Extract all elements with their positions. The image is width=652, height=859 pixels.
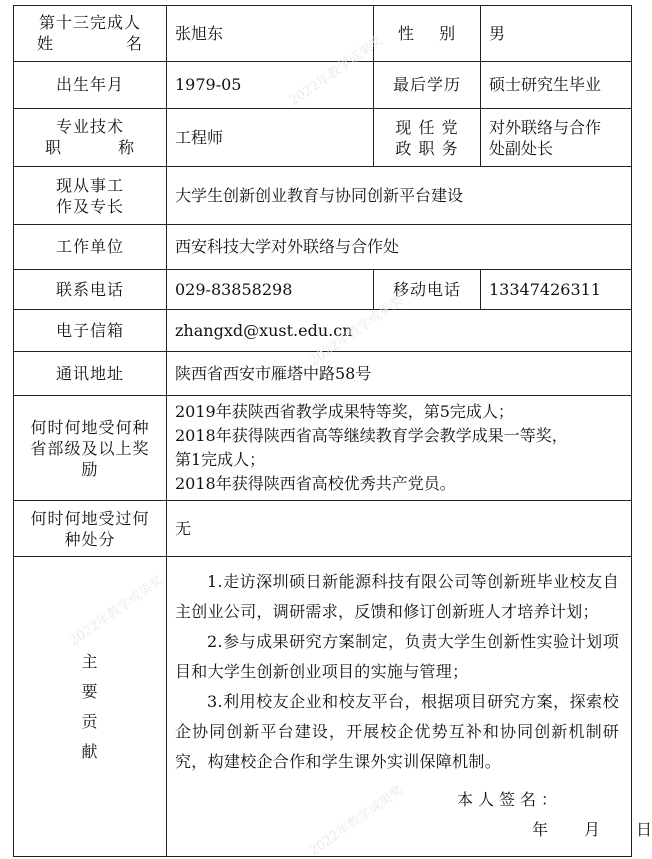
discipline-row bbox=[14, 501, 632, 557]
award-line: 第1完成人； bbox=[175, 450, 266, 469]
discipline-label-line1: 何时何地受过何 bbox=[30, 508, 150, 528]
gender-value: 男 bbox=[481, 6, 632, 62]
name-value: 张旭东 bbox=[167, 6, 374, 62]
date-day: 日 bbox=[635, 820, 652, 839]
personal-info-table bbox=[13, 5, 652, 857]
award-line: 2019年获陕西省教学成果特等奖，第5完成人； bbox=[175, 402, 514, 421]
title-label-cell bbox=[14, 109, 167, 167]
birth-row bbox=[14, 62, 632, 109]
address-value: 陕西省西安市雁塔中路58号 bbox=[167, 352, 632, 396]
specialty-label-line2: 作及专长 bbox=[55, 196, 124, 216]
contribution-label: 主 要 贡 献 bbox=[81, 651, 99, 761]
title-label-line2: 职 称 bbox=[45, 138, 135, 157]
specialty-label-cell bbox=[14, 167, 167, 225]
watermark: 2022年教学成果奖 bbox=[286, 33, 387, 110]
mobile-value: 13347426311 bbox=[481, 270, 632, 310]
address-label: 通讯地址 bbox=[14, 352, 167, 396]
gender-label: 性 别 bbox=[374, 6, 481, 62]
workplace-row bbox=[14, 225, 632, 270]
workplace-label: 工作单位 bbox=[14, 225, 167, 270]
specialty-label-line1: 现从事工 bbox=[55, 175, 124, 195]
awards-label-line1: 何时何地受何种 bbox=[30, 417, 150, 437]
contribution-paragraph: 2.参与成果研究方案制定，负责大学生创新性实验计划项目和大学生创新创业项目的实施与管理； bbox=[175, 632, 619, 681]
date-year: 年 bbox=[532, 820, 549, 839]
email-row bbox=[14, 310, 632, 352]
education-value: 硕士研究生毕业 bbox=[481, 62, 632, 109]
discipline-value: 无 bbox=[167, 501, 632, 557]
post-value-cell bbox=[481, 109, 632, 167]
discipline-label-cell bbox=[14, 501, 167, 557]
date-month: 月 bbox=[583, 820, 600, 839]
mobile-label: 移动电话 bbox=[374, 270, 481, 310]
name-label: 姓 名 bbox=[37, 34, 143, 53]
address-row bbox=[14, 352, 632, 396]
phone-value: 029-83858298 bbox=[167, 270, 374, 310]
completer-rank-label: 第十三完成人 bbox=[38, 13, 141, 32]
awards-label-line3: 励 bbox=[81, 459, 99, 479]
specialty-row bbox=[14, 167, 632, 225]
awards-label-cell bbox=[14, 396, 167, 501]
post-label-line2: 政 职 务 bbox=[395, 138, 459, 158]
post-value-line1: 对外联络与合作 bbox=[489, 117, 602, 137]
watermark: 2022年教学成果奖 bbox=[306, 293, 407, 370]
birth-value: 1979-05 bbox=[167, 62, 374, 109]
phone-label: 联系电话 bbox=[14, 270, 167, 310]
workplace-value: 西安科技大学对外联络与合作处 bbox=[167, 225, 632, 270]
award-line: 2018年获得陕西省高校优秀共产党员。 bbox=[175, 474, 456, 493]
awards-label-line2: 省部级及以上奖 bbox=[30, 438, 150, 458]
title-value: 工程师 bbox=[167, 109, 374, 167]
specialty-value: 大学生创新创业教育与协同创新平台建设 bbox=[167, 167, 632, 225]
birth-label: 出生年月 bbox=[14, 62, 167, 109]
award-line: 2018年获得陕西省高等继续教育学会教学成果一等奖， bbox=[175, 426, 568, 445]
signature-date bbox=[532, 819, 652, 841]
awards-value bbox=[167, 396, 632, 501]
phone-row bbox=[14, 270, 632, 310]
discipline-label-line2: 种处分 bbox=[64, 529, 116, 549]
contribution-row bbox=[14, 557, 632, 857]
watermark: 2022年教学成果奖 bbox=[66, 573, 167, 650]
post-label-line1: 现 任 党 bbox=[395, 117, 459, 137]
post-value-line2: 处副处长 bbox=[489, 138, 554, 158]
education-label: 最后学历 bbox=[374, 62, 481, 109]
signature-label: 本人签名： bbox=[457, 790, 563, 809]
contribution-label-cell bbox=[14, 557, 167, 857]
contribution-value bbox=[167, 557, 652, 857]
watermark: 2022年教学成果奖 bbox=[306, 783, 407, 859]
title-row bbox=[14, 109, 632, 167]
contribution-paragraph: 3.利用校友企业和校友平台，根据项目研究方案，探索校企协同创新平台建设，开展校企优势互补和协同创新机制研究，构建校企合作和学生课外实训保障机制。 bbox=[175, 692, 619, 771]
post-label-cell bbox=[374, 109, 481, 167]
name-row bbox=[14, 6, 632, 62]
awards-row bbox=[14, 396, 632, 501]
contribution-paragraph: 1.走访深圳硕日新能源科技有限公司等创新班毕业校友自主创业公司，调研需求，反馈和修订创新班人才培养计划； bbox=[175, 572, 619, 621]
email-value: zhangxd@xust.edu.cn bbox=[167, 310, 632, 352]
title-label-line1: 专业技术 bbox=[55, 117, 124, 136]
email-label: 电子信箱 bbox=[14, 310, 167, 352]
name-label-cell bbox=[14, 6, 167, 62]
